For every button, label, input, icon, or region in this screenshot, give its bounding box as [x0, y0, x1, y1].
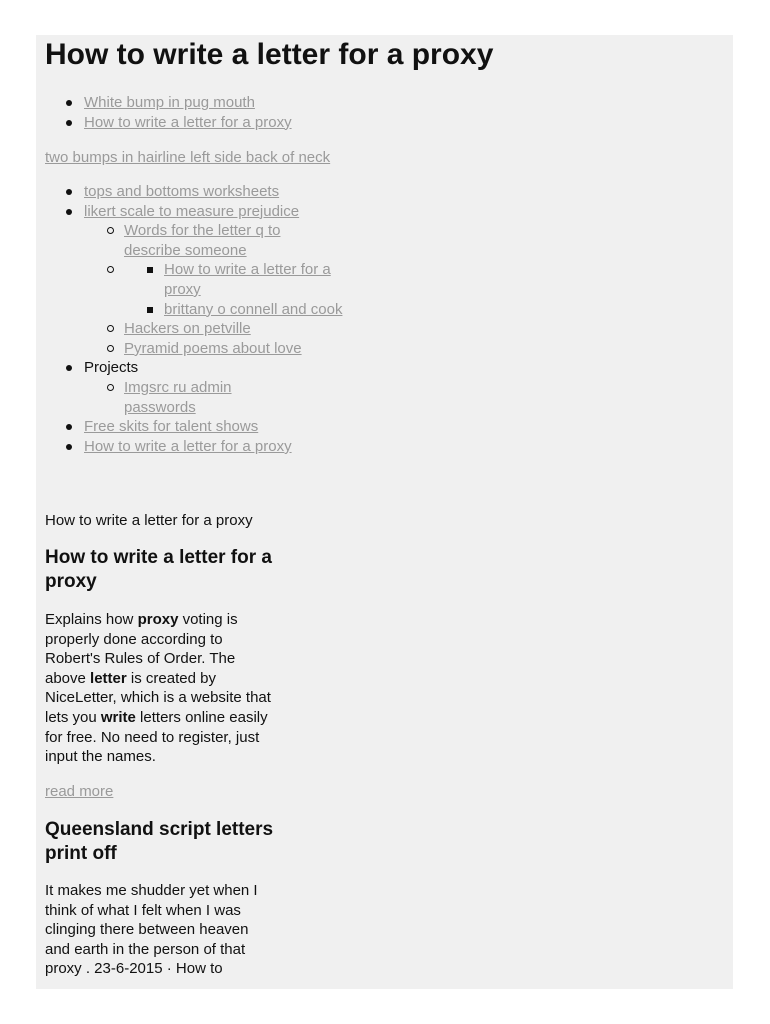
projects-label: Projects: [84, 359, 139, 377]
nav-subitem: [124, 260, 343, 319]
nav-subsubitem: [164, 260, 344, 299]
link-tops-bottoms[interactable]: tops and bottoms worksheets: [84, 183, 280, 200]
paragraph-text: is created by NiceLetter, which is a website that lets you: [45, 669, 271, 726]
nav-item: [84, 417, 384, 437]
nav-subitem: [124, 319, 304, 339]
nav-subitem: [124, 378, 304, 417]
paragraph-text: voting is properly done according to Robert's Rules of Order. The above: [45, 611, 238, 687]
nav-sublist: [84, 221, 343, 358]
nav-list: [84, 182, 384, 456]
section-paragraph: [45, 610, 275, 767]
link-words-q[interactable]: Words for the letter q to describe someone: [124, 222, 281, 259]
link-brittany[interactable]: brittany o connell and cook: [164, 300, 343, 318]
bold-term: write: [100, 708, 136, 726]
nav-item: [84, 358, 384, 417]
link-two-bumps[interactable]: two bumps in hairline left side back of neck: [45, 149, 331, 166]
paragraph-text: Explains how: [45, 611, 138, 628]
nav-subitem: [124, 221, 304, 260]
link-free-skits[interactable]: Free skits for talent shows: [84, 418, 259, 436]
bold-term: letter: [90, 669, 127, 687]
page-title: How to write a letter for a proxy: [45, 38, 494, 71]
projects-sublist: [84, 378, 304, 417]
section-heading-2: Queensland script letters print off: [45, 819, 274, 864]
nav-item: [84, 437, 384, 457]
list-item: [84, 93, 384, 113]
nav-item: [84, 182, 384, 202]
nav-subsublist: [124, 260, 344, 319]
section-heading: How to write a letter for a proxy: [45, 547, 272, 592]
link-white-bump[interactable]: White bump in pug mouth: [84, 94, 255, 111]
article-panel: [36, 35, 733, 989]
read-more-link[interactable]: read more: [45, 783, 114, 800]
link-proxy-letter-bottom[interactable]: How to write a letter for a proxy: [84, 437, 292, 455]
link-pyramid-poems[interactable]: Pyramid poems about love: [124, 339, 302, 357]
link-hackers[interactable]: Hackers on petville: [124, 320, 251, 338]
link-proxy-letter-nested[interactable]: How to write a letter for a proxy: [164, 261, 331, 298]
nav-subsubitem: [164, 300, 344, 320]
subtitle-text: How to write a letter for a proxy: [45, 512, 253, 529]
top-link-list: [84, 93, 384, 132]
link-likert-scale[interactable]: likert scale to measure prejudice: [84, 202, 300, 220]
bold-term: proxy: [137, 611, 179, 628]
section-paragraph-2: It makes me shudder yet when I think of what I felt when I was clinging there between heaven and earth in the person of that proxy . 23-6-2015 · How to: [45, 882, 258, 978]
nav-item: [84, 202, 384, 359]
list-item: [84, 113, 384, 133]
link-imgsrc[interactable]: Imgsrc ru admin passwords: [124, 378, 232, 416]
nav-subitem: [124, 339, 304, 359]
link-proxy-letter[interactable]: How to write a letter for a proxy: [84, 113, 292, 131]
paragraph-text: letters online easily for free. No need to register, just input the names.: [45, 708, 268, 766]
